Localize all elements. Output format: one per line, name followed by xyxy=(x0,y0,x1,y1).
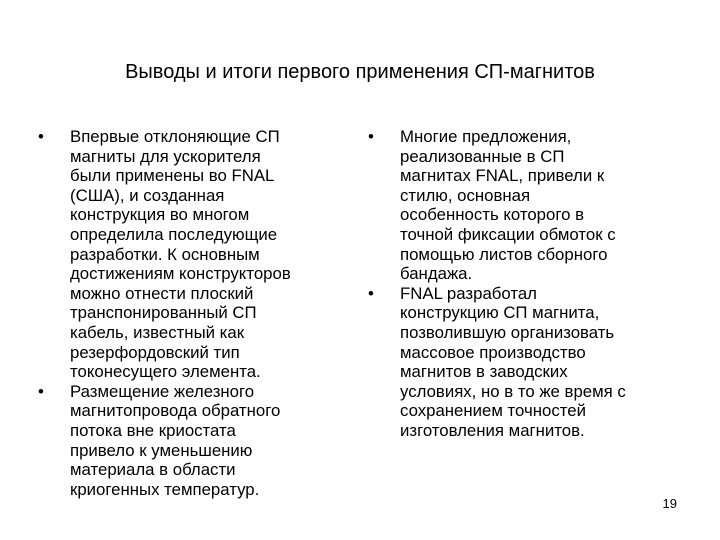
bullet-icon: • xyxy=(38,127,44,146)
bullet-text: Размещение железного магнитопровода обратного потока вне криостата привело к уменьшению материала в области криогенных температур. xyxy=(70,381,281,499)
bullet-icon: • xyxy=(38,381,44,401)
bullet-item xyxy=(38,382,338,500)
left-column xyxy=(38,127,338,499)
bullet-text: Впервые отклоняющие СП магниты для ускорителя были применены во FNAL (США), и созданная конструкция во многом определила последующие разработки. К основным достижениям конструкторов можно отнести плоский транспонированный СП кабель, известный как резерфордовский тип токонесущего элемента. xyxy=(70,127,291,382)
bullet-item xyxy=(38,127,338,382)
bullet-item xyxy=(368,284,680,441)
right-column xyxy=(368,127,680,441)
page-number: 19 xyxy=(662,496,677,511)
bullet-item xyxy=(368,127,680,284)
bullet-icon: • xyxy=(368,283,374,303)
bullet-text: Многие предложения, реализованные в СП магнитах FNAL, привели к стилю, основная особенность которого в точной фиксации обмоток с помощью листов сборного бандажа. xyxy=(400,127,616,284)
slide-title: Выводы и итоги первого применения СП-магнитов xyxy=(125,61,595,83)
bullet-text: FNAL разработал конструкцию СП магнита, позволившую организовать массовое производство магнитов в заводских условиях, но в то же время с сохранением точностей изготовления магнитов. xyxy=(400,283,626,440)
bullet-icon: • xyxy=(368,127,374,146)
